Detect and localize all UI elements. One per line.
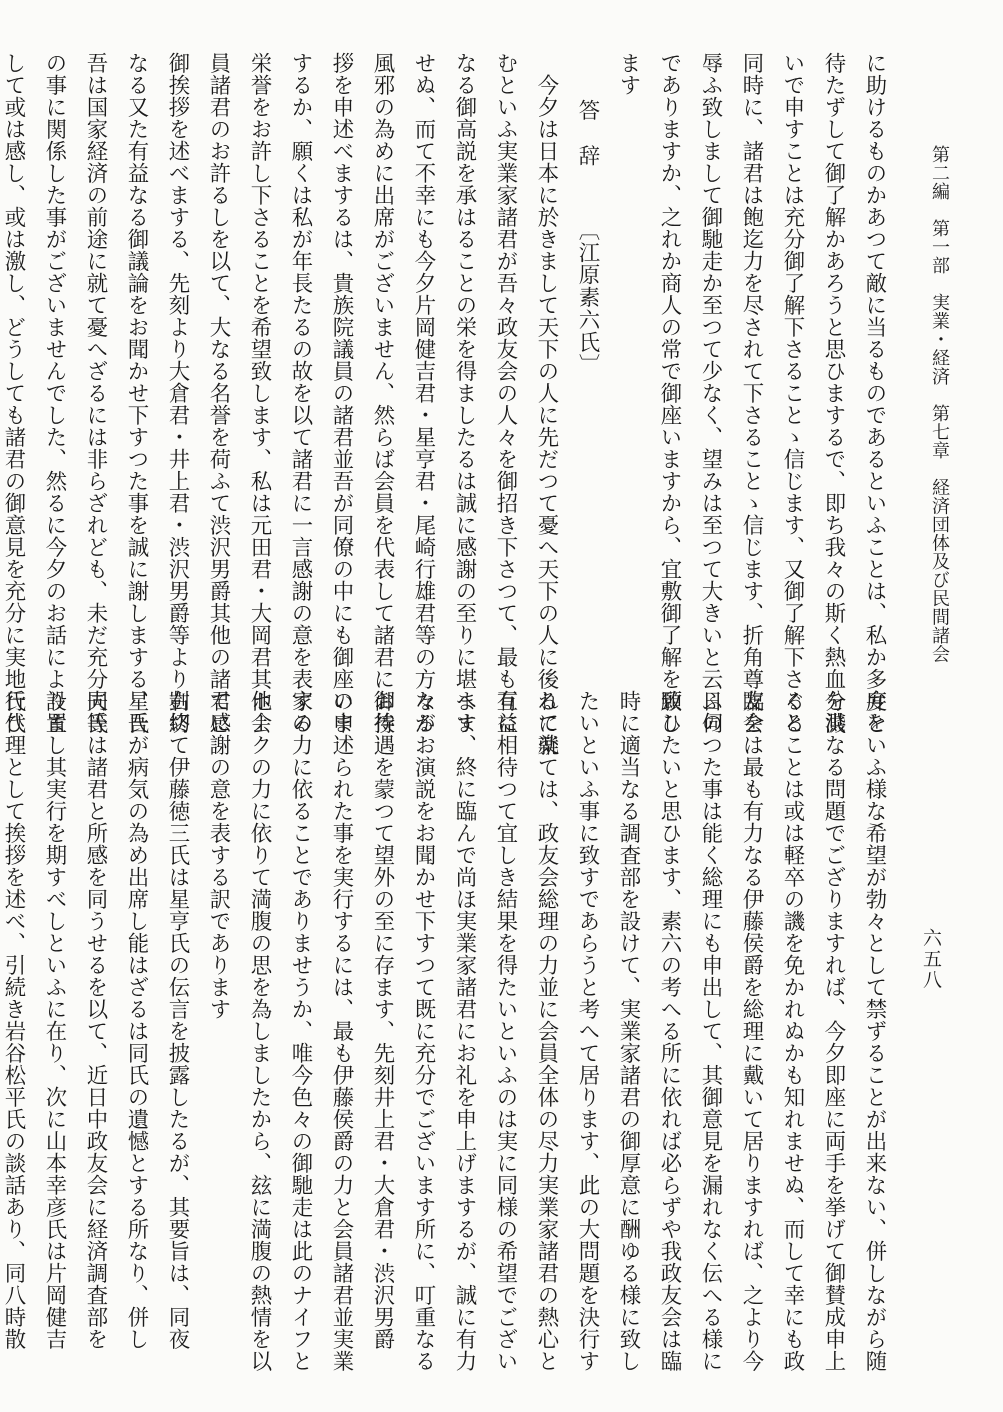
text-line: るに就ては、政友会総理の力並に会員全体の尽力実業家諸君の熱心と <box>534 690 559 1372</box>
text-line: して或は感し、或は激し、どうしても諸君の御意見を充分に実地行ひ <box>1 52 26 734</box>
text-line: 星氏が病気の為め出席し能はざるは同氏の遺憾とする所なり、併し <box>124 690 149 1350</box>
text-line: 辱ふ致しまして御馳走か至つて少なく、望みは至つて大きいと云ふの <box>698 52 723 734</box>
running-head: 第二編 第一部 実業・経済 第七章 経済団体及び民間諸会 <box>929 145 950 663</box>
text-line: 度といふ様な希望が勃々として禁ずることが出来ない、併しながら随 <box>862 690 887 1372</box>
text-line: 員諸君のお許るしを以て、大なる名誉を荷ふて渋沢男爵其他の諸君に <box>206 52 231 734</box>
text-line: 友会は最も有力なる伊藤侯爵を総理に戴いて居りますれば、之より今 <box>739 690 764 1372</box>
text-line: の申述られた事を実行するには、最も伊藤侯爵の力と会員諸君並実業 <box>329 690 354 1372</box>
text-line: 御挨拶を述べまする、先刻より大倉君・井上君・渋沢男爵等より剴切 <box>165 52 190 734</box>
text-line: 風邪の為めに出席がございません、然らば会員を代表して諸君に御挨 <box>370 52 395 734</box>
text-line: でありますか、之れか商人の常で御座いますから、宜敷御了解を願ひ <box>657 52 682 734</box>
text-line: たいといふ事に致すであらうと考へて居ります、此の大問題を決行す <box>575 690 600 1372</box>
text-line: に助けるものかあつて敵に当るものであるといふことは、私か多弁を <box>862 52 887 734</box>
upper-text-block <box>1 52 895 757</box>
text-line: 氏代理として挨拶を述べ、引続き岩谷松平氏の談話あり、同八時散 <box>1 690 26 1350</box>
text-line: 右終て伊藤徳三氏は星亨氏の伝言を披露したるが、其要旨は、同夜 <box>165 690 190 1350</box>
text-line: 互に相待つて宜しき結果を得たいといふのは実に同様の希望でござい <box>493 690 518 1372</box>
text-line: て感謝の意を表する訳であります <box>206 690 231 1020</box>
text-line: 吾は国家経済の前途に就て憂へざるには非らざれども、未だ充分夫等 <box>83 52 108 734</box>
text-line: 日伺つた事は能く総理にも申出して、其御意見を漏れなく伝へる様に <box>698 690 723 1372</box>
reply-speaker: 〔江原素六氏〕 <box>575 219 600 376</box>
page-number: 六五八 <box>920 928 942 991</box>
text-line: 同氏は諸君と所感を同うせるを以て、近日中政友会に経済調査部を <box>83 690 108 1350</box>
text-line: ます、終に臨んで尚ほ実業家諸君にお礼を申上げまするが、誠に有力 <box>452 690 477 1372</box>
text-line: ます <box>616 52 641 96</box>
text-line: 設置し其実行を期すべしといふに在り、次に山本幸彦氏は片岡健吉 <box>42 690 67 1350</box>
text-line: の事に関係した事がございませんでした、然るに今夕のお話によりま <box>42 52 67 734</box>
text-line: なるお演説をお聞かせ下すつて既に充分でございます所に、叮重なる <box>411 690 436 1372</box>
text-line: いで申すことは充分御了解下さることゝ信じます、又御了解下さると <box>780 52 805 734</box>
text-line: なる御高説を承はることの栄を得ましたるは誠に感謝の至りに堪へま <box>452 52 477 734</box>
text-line: 今夕は日本に於きまして天下の人に先だつて憂へ天下の人に後れて楽 <box>534 74 559 757</box>
reply-heading: 答 辞 <box>575 99 600 168</box>
text-line: 分洪なる問題でござりますれば、今夕即座に両手を挙げて御賛成申上 <box>821 690 846 1372</box>
text-line: 待たずして御了解かあろうと思ひまするで、即ち我々の斯く熱血を濺 <box>821 52 846 734</box>
text-line: なる又た有益なる御議論をお聞かせ下すつた事を誠に謝しまする、吾 <box>124 52 149 734</box>
lower-text-block <box>1 690 895 1372</box>
text-line: むといふ実業家諸君が吾々政友会の人々を御招き下さつて、最も有益 <box>493 52 518 734</box>
text-line: ぐることは或は軽卒の譏を免かれぬかも知れませぬ、而して幸にも政 <box>780 690 805 1372</box>
text-line: 栄誉をお許し下さることを希望致します、私は元田君・大岡君其他会 <box>247 52 272 734</box>
text-line: ホークの力に依りて満腹の思を為しましたから、玆に満腹の熱情を以 <box>247 690 272 1372</box>
text-line: せぬ、而て不幸にも今夕片岡健吉君・星亨君・尾崎行雄君等の方々が <box>411 52 436 734</box>
reply-heading-line <box>567 52 608 672</box>
text-line: するか、願くは私が年長たるの故を以て諸君に一言感謝の意を表する <box>288 52 313 734</box>
text-line: お待遇を蒙つて望外の至に存ます、先刻井上君・大倉君・渋沢男爵 <box>370 690 395 1350</box>
text-line: 致したいと思ひます、素六の考へる所に依れば必らずや我政友会は臨 <box>657 690 682 1372</box>
text-line: 同時に、諸君は飽迄力を尽されて下さることゝ信じます、折角尊臨を <box>739 52 764 734</box>
text-line: 家の力に依ることでありませうか、唯今色々の御馳走は此のナイフと <box>288 690 313 1372</box>
text-line: 時に適当なる調査部を設けて、実業家諸君の御厚意に酬ゆる様に致し <box>616 690 641 1372</box>
text-line: 拶を申述べまするは、貴族院議員の諸君並吾が同僚の中にも御座いま <box>329 52 354 734</box>
